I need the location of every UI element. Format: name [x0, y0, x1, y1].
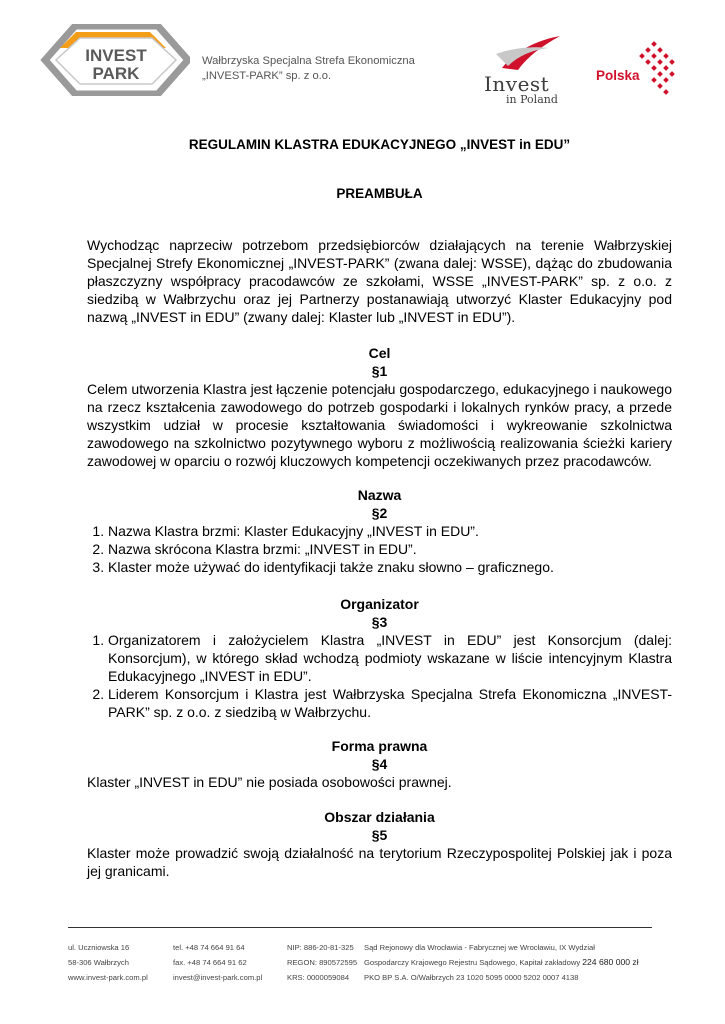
section-title: Nazwa — [357, 487, 402, 503]
footer-regon: REGON: 890572595 — [287, 958, 358, 967]
polska-text: Polska — [596, 68, 640, 83]
org-name-line1: Wałbrzyska Specjalna Strefa Ekonomiczna — [202, 55, 415, 67]
org-name — [202, 54, 415, 84]
invest-in-poland-logo — [482, 30, 574, 108]
footer-bank: PKO BP S.A. O/Wałbrzych 23 1020 5095 0000 5202 0007 4138 — [364, 973, 579, 982]
list-item: 2. Liderem Konsorcjum i Klastra jest Wałbrzyska Specjalna Strefa Ekonomiczna „INVEST-PARK” sp. z o.o. z siedzibą w Wałbrzychu. — [108, 685, 672, 721]
org-name-line2: „INVEST-PARK” sp. z o.o. — [202, 70, 332, 82]
section-title: Forma prawna — [331, 738, 428, 754]
section-obszar — [87, 808, 672, 880]
list-item: 3. Klaster może używać do identyfikacji także znaku słowno – graficznego. — [108, 558, 672, 576]
page-header — [0, 0, 725, 115]
list-item: 1. Nazwa Klastra brzmi: Klaster Edukacyjny „INVEST in EDU”. — [108, 522, 672, 540]
section-title: Cel — [368, 345, 391, 361]
footer-court-info — [364, 940, 639, 985]
iip-brand-text: Invest — [484, 72, 550, 96]
section-title: Obszar działania — [324, 809, 435, 825]
document-title: REGULAMIN KLASTRA EDUKACYJNEGO „INVEST in EDU” — [188, 137, 571, 152]
section-text: Klaster „INVEST in EDU” nie posiada osobowości prawnej. — [87, 774, 452, 790]
invest-park-logo — [40, 24, 190, 96]
footer-contact — [173, 940, 262, 985]
section-number: §4 — [371, 756, 388, 772]
list-item: 2. Nazwa skrócona Klastra brzmi: „INVEST in EDU”. — [108, 540, 672, 558]
footer-website-link[interactable]: www.invest-park.com.pl — [68, 973, 148, 982]
footer-capital-line — [364, 955, 639, 970]
footer-address — [68, 940, 148, 985]
footer-capital: 224 680 000 zł — [582, 957, 639, 967]
footer-nip: NIP: 886-20-81-325 — [287, 943, 354, 952]
iip-sub-text: in Poland — [506, 93, 558, 106]
section-number: §2 — [371, 505, 388, 521]
section-text: Klaster może prowadzić swoją działalność na terytorium Rzeczypospolitej Polskiej jak i poza jej granicami. — [87, 845, 672, 879]
footer-city: 58-306 Wałbrzych — [68, 958, 129, 967]
footer-phone: tel. +48 74 664 91 64 — [173, 943, 245, 952]
footer-court: Sąd Rejonowy dla Wrocławia - Fabrycznej we Wrocławiu, IX Wydział — [364, 943, 595, 952]
section-list — [87, 522, 672, 576]
section-title: Organizator — [340, 596, 419, 612]
polska-logo — [596, 40, 678, 98]
footer-divider — [68, 927, 652, 928]
footer-fax: fax. +48 74 664 91 62 — [173, 958, 247, 967]
preamble-text: Wychodząc naprzeciw potrzebom przedsiębiorców działających na terenie Wałbrzyskiej Specjalnej Strefy Ekonomicznej „INVEST-PARK” (zwana dalej: WSSE), dążąc do zbudowania płaszczyzny współpracy pracodawców ze szkołami, WSSE „INVEST-PARK” sp. z o.o. z siedzibą w Wałbrzychu oraz jej Partnerzy postanawiają utworzyć Klaster Edukacyjny pod nazwą „INVEST in EDU” (zwany dalej: Klaster lub „INVEST in EDU”). — [87, 237, 672, 325]
footer-register: Gospodarczy Krajowego Rejestru Sądowego, Kapitał zakładowy — [364, 958, 581, 967]
section-text: Celem utworzenia Klastra jest łączenie potencjału gospodarczego, edukacyjnego i naukowego na rzecz kształcenia zawodowego do potrzeb gospodarki i lokalnych rynków pracy, a przede wszystkim udział w procesie kształtowania świadomości i wykreowanie szkolnictwa zawodowego na szkolnictwo pozytywnego wyboru z możliwością realizowania ścieżki kariery zawodowej w oparciu o rozwój kluczowych kompetencji oczekiwanych przez pracodawców. — [87, 381, 672, 469]
list-item: 1. Organizatorem i założycielem Klastra „INVEST in EDU” jest Konsorcjum (dalej: Konsorcjum), w którego skład wchodzą podmioty wskazane w liście intencyjnym Klastra Edukacyjnego „INVEST in EDU”. — [108, 631, 672, 685]
section-number: §3 — [371, 614, 388, 630]
footer-email-link[interactable]: invest@invest-park.com.pl — [173, 973, 263, 982]
section-number: §5 — [371, 827, 388, 843]
section-forma-prawna — [87, 737, 672, 791]
section-number: §1 — [371, 363, 388, 379]
section-nazwa — [87, 486, 672, 576]
section-organizator — [87, 595, 672, 721]
footer-street: ul. Uczniowska 16 — [68, 943, 130, 952]
footer-krs: KRS: 0000059084 — [287, 973, 350, 982]
section-cel — [87, 344, 672, 470]
preamble-title: PREAMBUŁA — [336, 186, 423, 201]
section-list — [87, 631, 672, 721]
footer-registry-ids — [287, 940, 357, 985]
svg-text:PARK: PARK — [92, 64, 140, 83]
svg-text:INVEST: INVEST — [85, 46, 147, 65]
